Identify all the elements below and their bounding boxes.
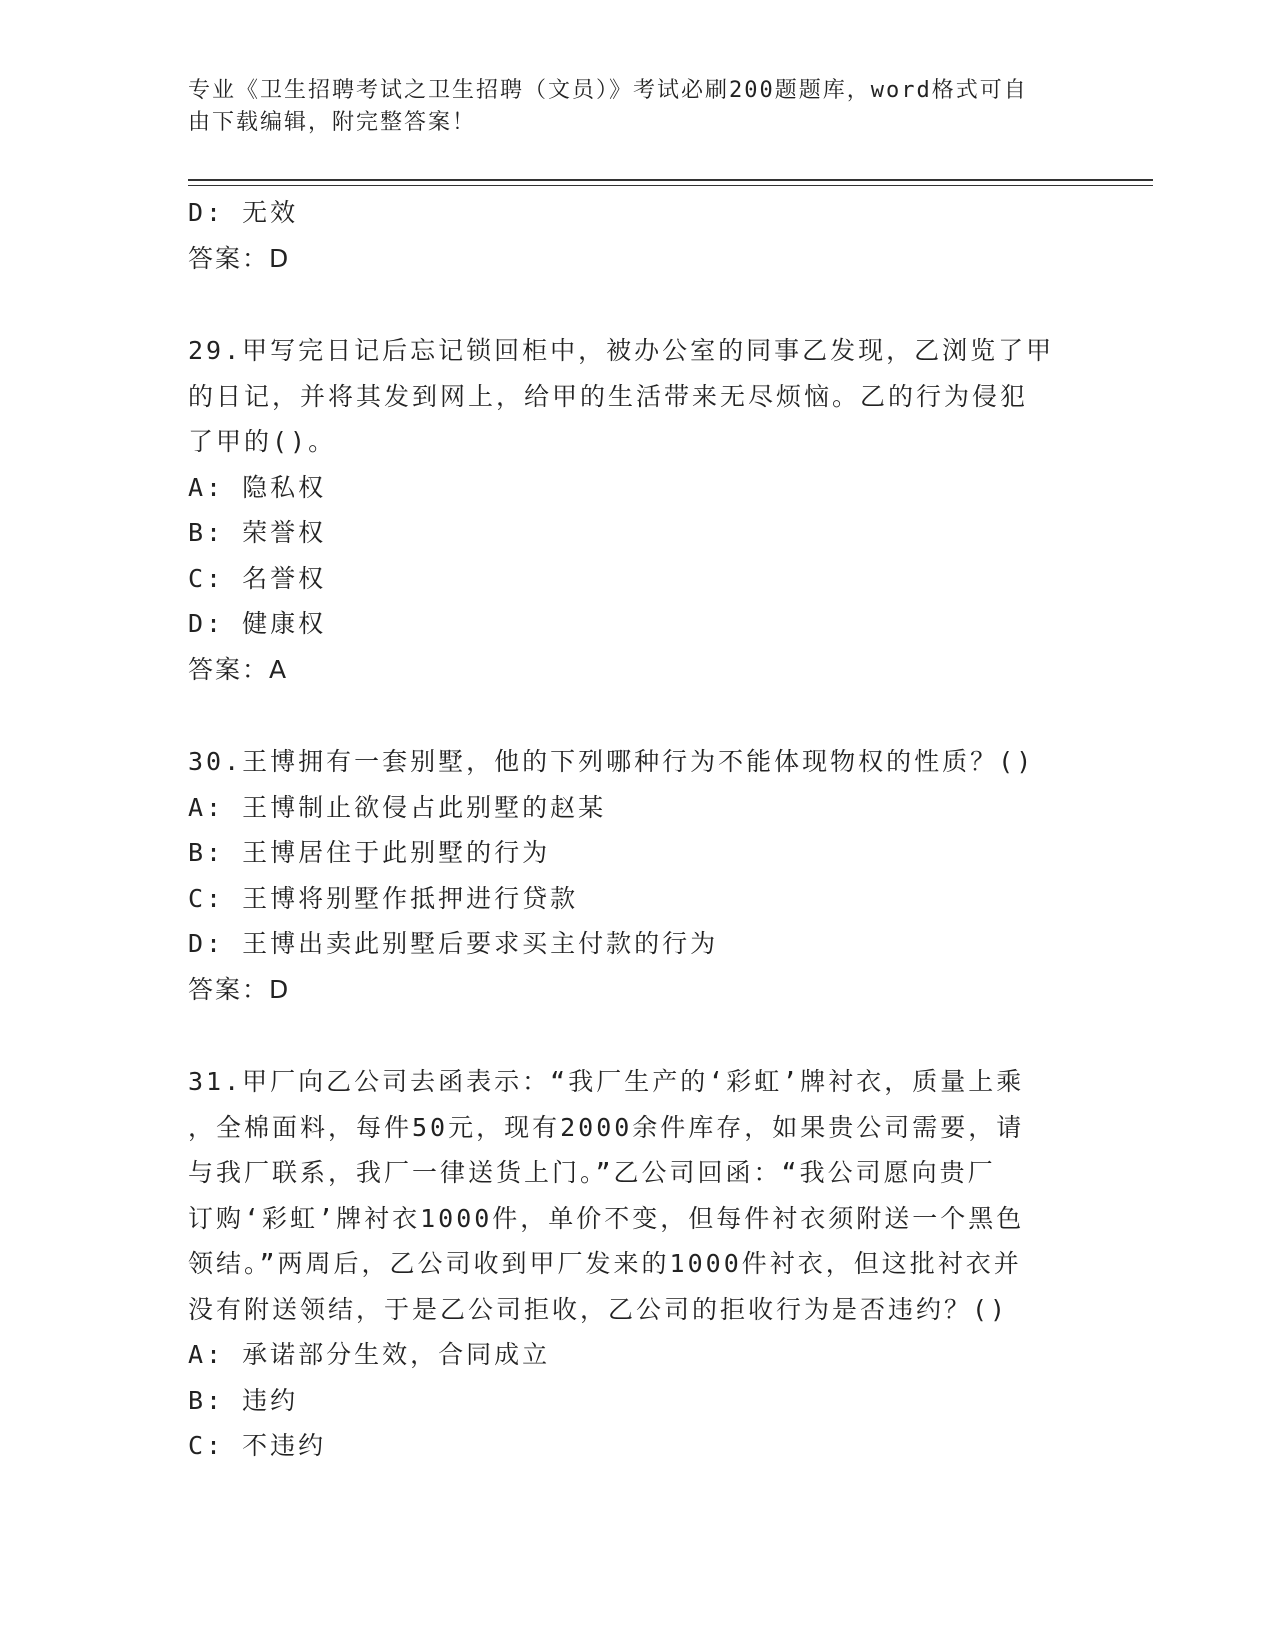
header-line-1: 专业《卫生招聘考试之卫生招聘（文员）》考试必刷200题题库，word格式可自 xyxy=(188,78,1028,103)
option-d: D: 健康权 xyxy=(188,609,327,638)
question-stem-line: 没有附送领结，于是乙公司拒收，乙公司的拒收行为是否违约？() xyxy=(188,1294,1009,1324)
option-a: A: 王博制止欲侵占此别墅的赵某 xyxy=(188,792,607,822)
question-stem-line: 29.甲写完日记后忘记锁回柜中，被办公室的同事乙发现，乙浏览了甲 xyxy=(188,336,1055,365)
question-31 xyxy=(188,1059,1088,1469)
option-b: B: 荣誉权 xyxy=(188,518,327,547)
question-29 xyxy=(188,328,1088,692)
question-list xyxy=(188,190,1088,1469)
question-stem-line: 与我厂联系，我厂一律送货上门。”乙公司回函：“我公司愿向贵厂 xyxy=(188,1158,996,1187)
question-stem-line: ，全棉面料，每件50元，现有2000余件库存，如果贵公司需要，请 xyxy=(188,1112,1025,1142)
option-a: A: 隐私权 xyxy=(188,472,327,502)
option-c: C: 名誉权 xyxy=(188,563,327,593)
prev-answer: 答案：D xyxy=(188,243,291,273)
header-line-2: 由下载编辑，附完整答案！ xyxy=(188,110,477,135)
question-stem-line: 30.王博拥有一套别墅，他的下列哪种行为不能体现物权的性质？() xyxy=(188,747,1035,776)
question-stem-line: 31.甲厂向乙公司去函表示：“我厂生产的‘彩虹’牌衬衣，质量上乘 xyxy=(188,1067,1025,1096)
header-divider-thick xyxy=(188,179,1153,181)
option-b: B: 违约 xyxy=(188,1385,299,1415)
option-c: C: 不违约 xyxy=(188,1431,327,1460)
prev-option-d: D: 无效 xyxy=(188,198,299,227)
question-stem-line: 了甲的()。 xyxy=(188,427,337,456)
option-c: C: 王博将别墅作抵押进行贷款 xyxy=(188,883,579,913)
option-b: B: 王博居住于此别墅的行为 xyxy=(188,838,551,867)
option-a: A: 承诺部分生效，合同成立 xyxy=(188,1340,551,1369)
document-header xyxy=(188,75,1068,139)
answer: 答案：A xyxy=(188,654,289,684)
option-d: D: 王博出卖此别墅后要求买主付款的行为 xyxy=(188,929,719,958)
question-stem-line: 订购‘彩虹’牌衬衣1000件，单价不变，但每件衬衣须附送一个黑色 xyxy=(188,1203,1025,1233)
question-stem-line: 的日记，并将其发到网上，给甲的生活带来无尽烦恼。乙的行为侵犯 xyxy=(188,381,1029,411)
question-30 xyxy=(188,739,1088,1012)
answer: 答案：D xyxy=(188,974,291,1004)
header-divider-thin xyxy=(188,185,1153,186)
question-stem-line: 领结。”两周后，乙公司收到甲厂发来的1000件衬衣，但这批衬衣并 xyxy=(188,1249,1022,1278)
